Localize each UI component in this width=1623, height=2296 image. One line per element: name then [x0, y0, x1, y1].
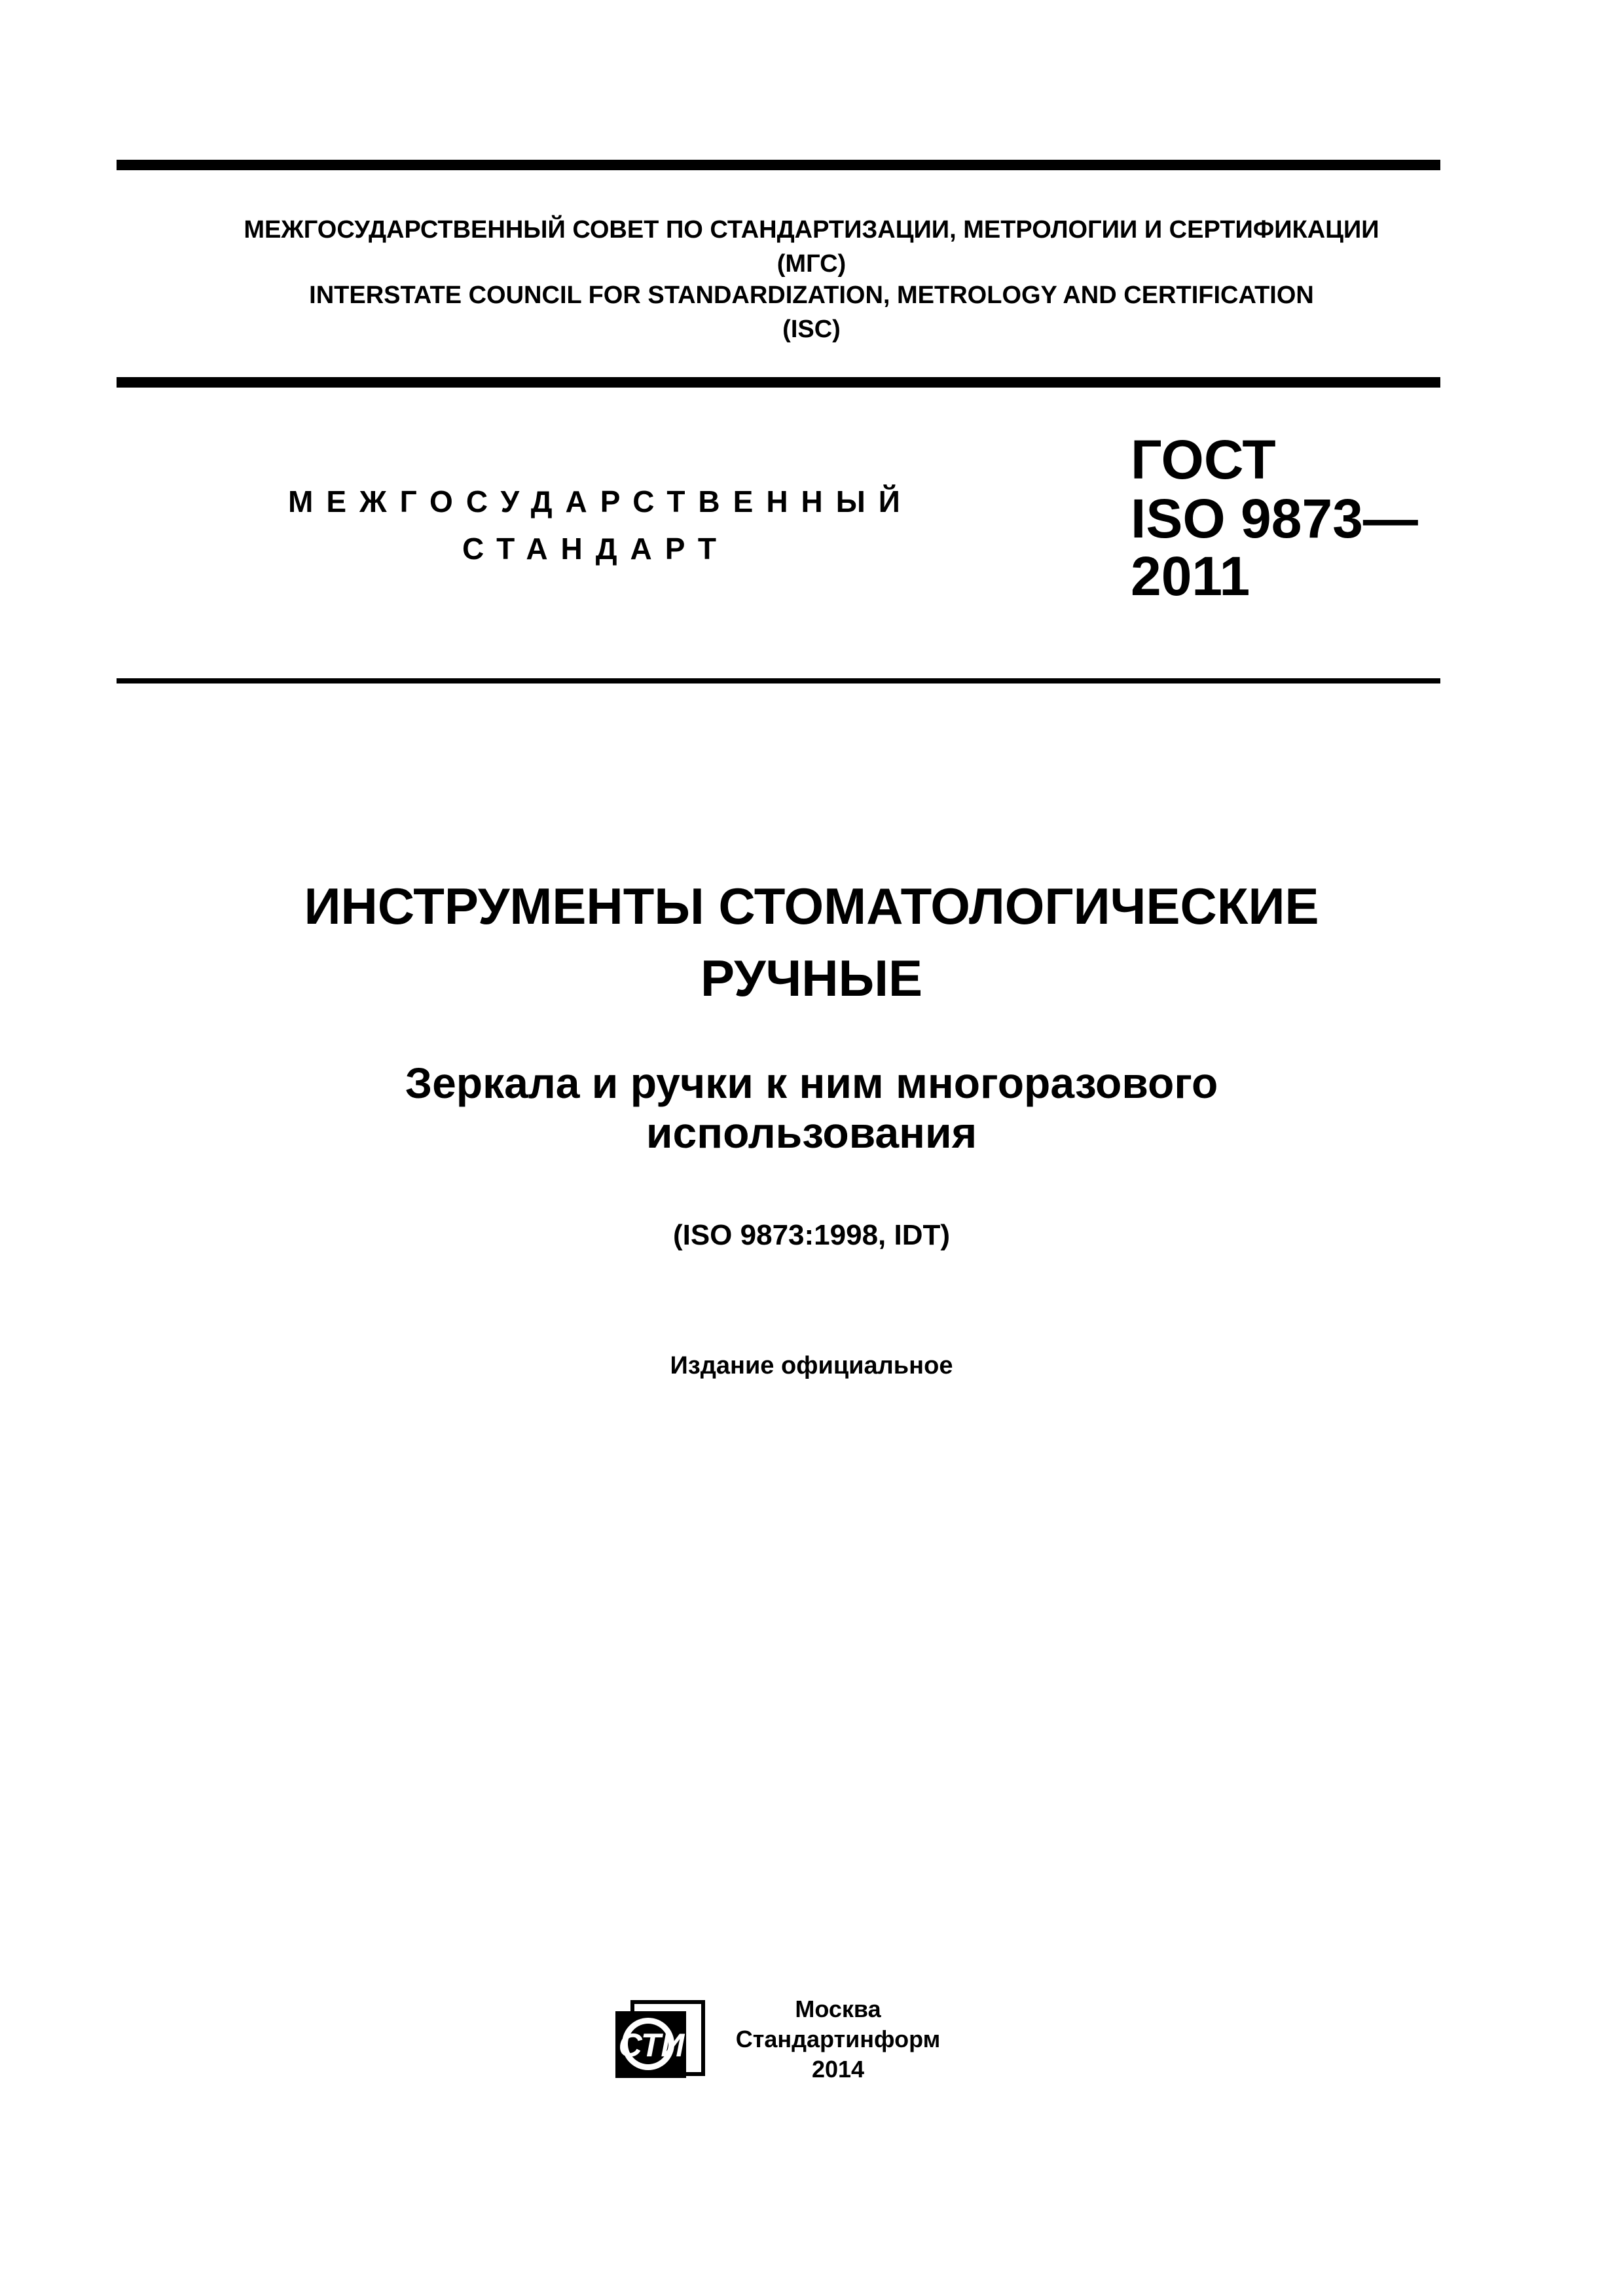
council-abbr-ru: (МГС) — [776, 250, 847, 278]
svg-text:СТИ: СТИ — [618, 2027, 685, 2064]
edition-note: Издание официальное — [670, 1352, 953, 1379]
publication-year: 2014 — [811, 2056, 865, 2083]
council-name-ru: МЕЖГОСУДАРСТВЕННЫЙ СОВЕТ ПО СТАНДАРТИЗАЦИИ, МЕТРОЛОГИИ И СЕРТИФИКАЦИИ — [244, 216, 1379, 244]
gost-label: ГОСТ — [1131, 429, 1276, 490]
council-name-en: INTERSTATE COUNCIL FOR STANDARDIZATION, METROLOGY AND CERTIFICATION — [309, 282, 1314, 309]
publisher-name: Стандартинформ — [735, 2026, 941, 2052]
document-title-line2: РУЧНЫЕ — [700, 949, 923, 1007]
top-rule — [117, 160, 1440, 170]
document-subtitle-line2: использования — [646, 1108, 977, 1157]
document-title-line1: ИНСТРУМЕНТЫ СТОМАТОЛОГИЧЕСКИЕ — [304, 877, 1319, 935]
standartinform-logo-icon — [610, 1997, 706, 2079]
publisher-city: Москва — [795, 1995, 881, 2022]
standard-kind-line1: МЕЖГОСУДАРСТВЕННЫЙ — [288, 484, 913, 519]
standard-bottom-rule — [117, 678, 1440, 683]
council-abbr-en: (ISC) — [782, 316, 841, 343]
document-subtitle-line1: Зеркала и ручки к ним многоразового — [405, 1059, 1218, 1107]
header-bottom-rule — [117, 377, 1440, 388]
iso-reference: (ISO 9873:1998, IDT) — [672, 1219, 951, 1251]
gost-number: ISO 9873— — [1131, 488, 1418, 549]
gost-year: 2011 — [1131, 545, 1250, 607]
standard-kind-line2: СТАНДАРТ — [462, 532, 729, 566]
